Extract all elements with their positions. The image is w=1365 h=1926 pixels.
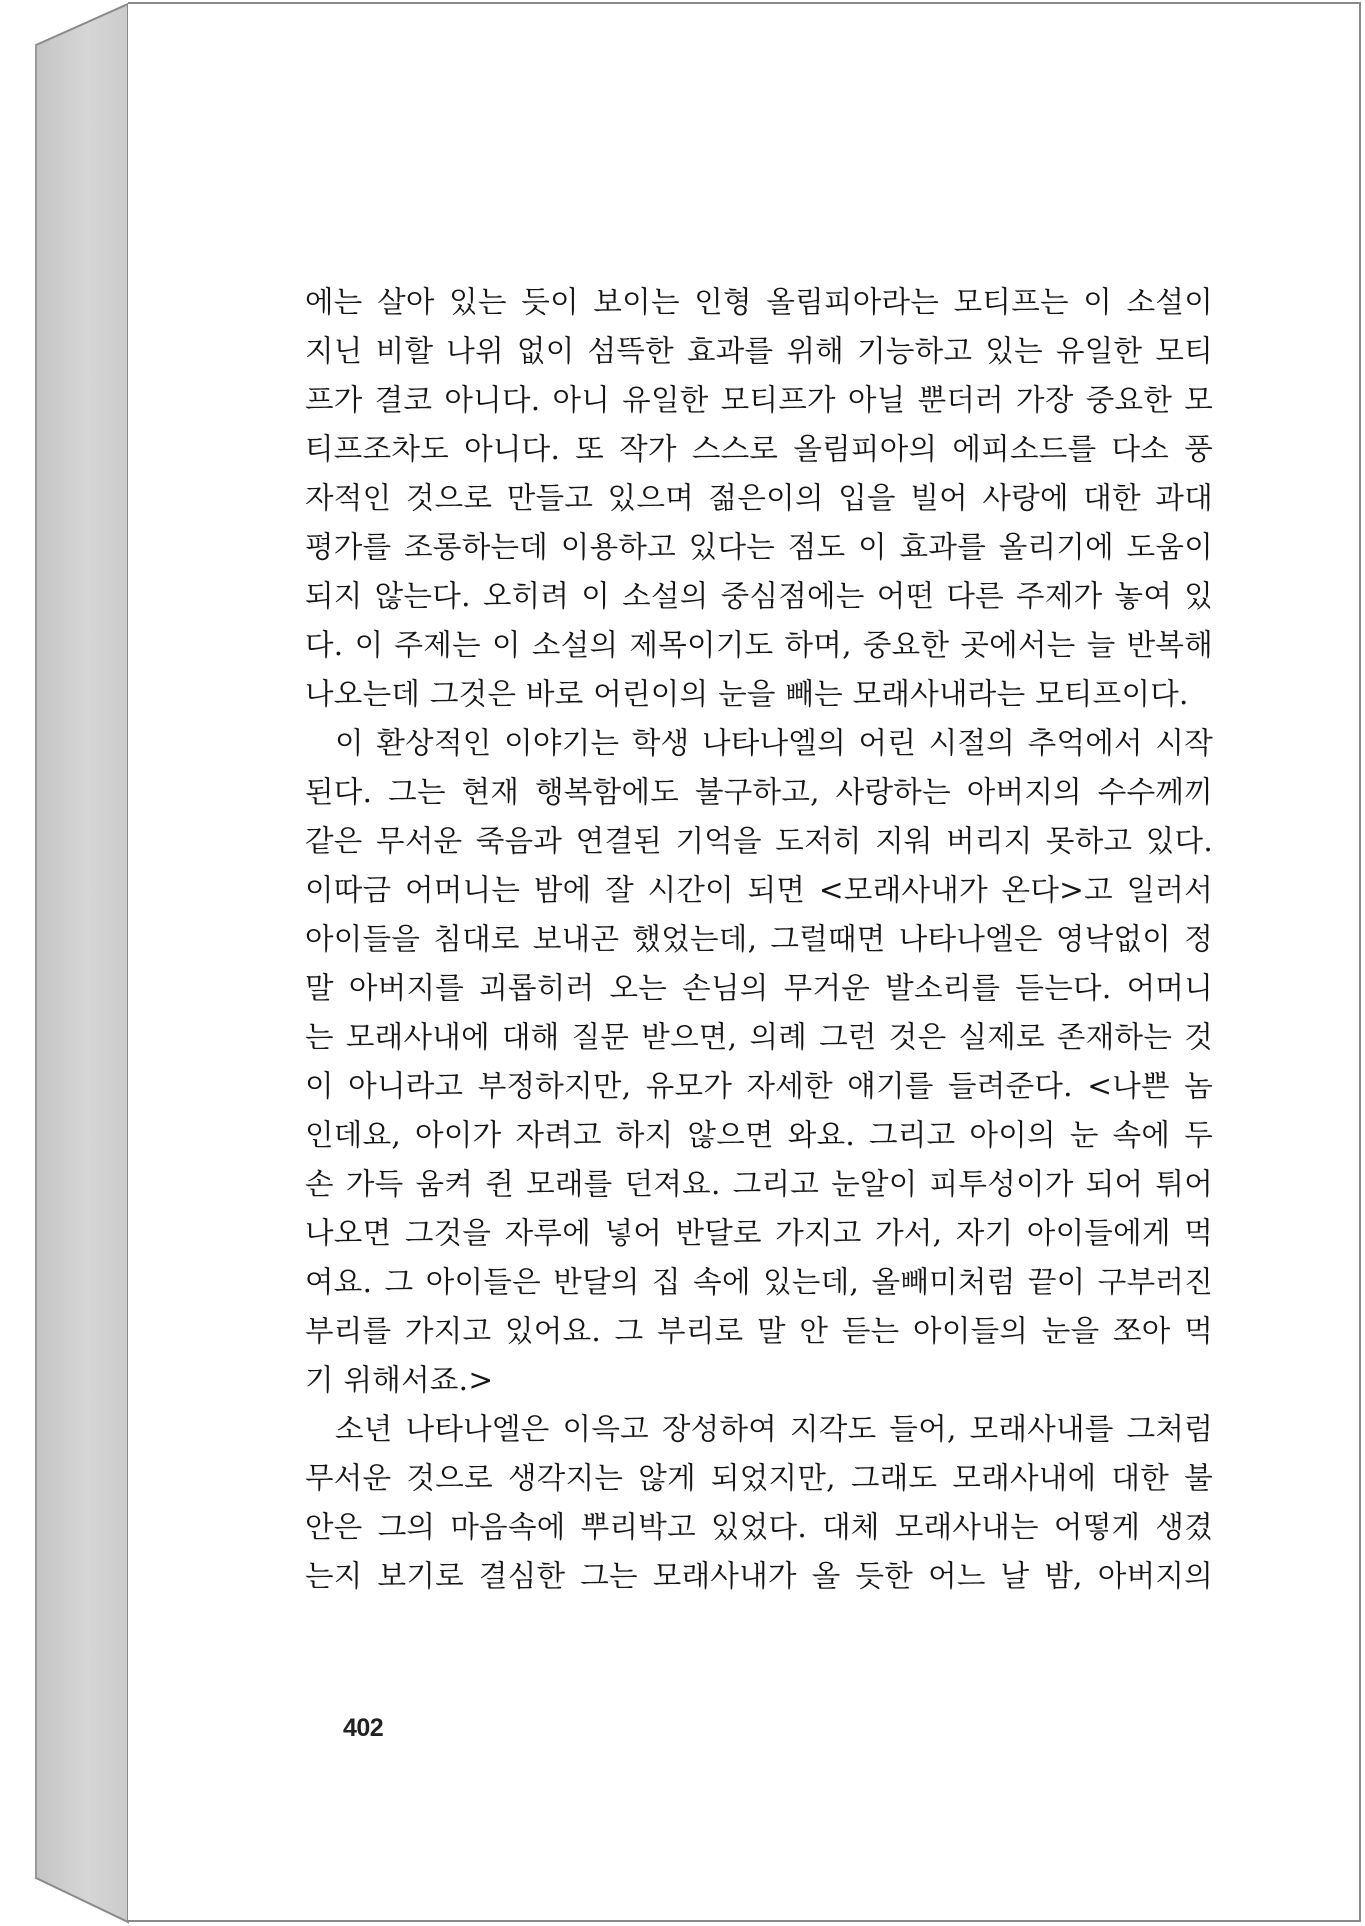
- text-line: 안은 그의 마음속에 뿌리박고 있었다. 대체 모래사내는 어떻게 생겼: [305, 1510, 1213, 1544]
- text-line: 되지 않는다. 오히려 이 소설의 중심점에는 어떤 다른 주제가 놓여 있: [305, 579, 1213, 613]
- text-line: 이따금 어머니는 밤에 잘 시간이 되면 <모래사내가 온다>고 일러서: [305, 873, 1213, 907]
- text-line: 아이들을 침대로 보내곤 했었는데, 그럴때면 나타나엘은 영낙없이 정: [305, 922, 1213, 956]
- text-line: 무서운 것으로 생각지는 않게 되었지만, 그래도 모래사내에 대한 불: [305, 1461, 1213, 1495]
- text-line: 다. 이 주제는 이 소설의 제목이기도 하며, 중요한 곳에서는 늘 반복해: [305, 628, 1213, 662]
- text-line: 이 아니라고 부정하지만, 유모가 자세한 얘기를 들려준다. <나쁜 놈: [305, 1069, 1213, 1103]
- text-line: 티프조차도 아니다. 또 작가 스스로 올림피아의 에피소드를 다소 풍: [305, 432, 1213, 466]
- text-line: 여요. 그 아이들은 반달의 집 속에 있는데, 올빼미처럼 끝이 구부러진: [305, 1265, 1213, 1299]
- text-line: 평가를 조롱하는데 이용하고 있다는 점도 이 효과를 올리기에 도움이: [305, 530, 1213, 564]
- page-number: 402: [343, 1714, 384, 1742]
- text-line: 부리를 가지고 있어요. 그 부리로 말 안 듣는 아이들의 눈을 쪼아 먹: [305, 1314, 1213, 1348]
- text-line: 나오는데 그것은 바로 어린이의 눈을 빼는 모래사내라는 모티프이다.: [305, 677, 1189, 711]
- text-line: 프가 결코 아니다. 아니 유일한 모티프가 아닐 뿐더러 가장 중요한 모: [305, 383, 1213, 417]
- text-line: 된다. 그는 현재 행복함에도 불구하고, 사랑하는 아버지의 수수께끼: [305, 775, 1213, 809]
- text-line: 손 가득 움켜 쥔 모래를 던져요. 그리고 눈알이 피투성이가 되어 튀어: [305, 1167, 1213, 1201]
- text-line: 소년 나타나엘은 이윽고 장성하여 지각도 들어, 모래사내를 그처럼: [335, 1412, 1213, 1446]
- text-line: 기 위해서죠.>: [305, 1363, 494, 1397]
- book-spine: [0, 0, 130, 1926]
- body-text: [305, 278, 1213, 1601]
- text-line: 인데요, 아이가 자려고 하지 않으면 와요. 그리고 아이의 눈 속에 두: [305, 1118, 1213, 1152]
- text-line: 는 모래사내에 대해 질문 받으면, 의례 그런 것은 실제로 존재하는 것: [305, 1020, 1213, 1054]
- text-line: 이 환상적인 이야기는 학생 나타나엘의 어린 시절의 추억에서 시작: [335, 726, 1213, 760]
- text-line: 에는 살아 있는 듯이 보이는 인형 올림피아라는 모티프는 이 소설이: [305, 285, 1213, 319]
- text-line: 지닌 비할 나위 없이 섬뜩한 효과를 위해 기능하고 있는 유일한 모티: [305, 334, 1213, 368]
- text-line: 말 아버지를 괴롭히러 오는 손님의 무거운 발소리를 듣는다. 어머니: [305, 971, 1213, 1005]
- text-line: 자적인 것으로 만들고 있으며 젊은이의 입을 빌어 사랑에 대한 과대: [305, 481, 1213, 515]
- text-line: 같은 무서운 죽음과 연결된 기억을 도저히 지워 버리지 못하고 있다.: [305, 824, 1213, 858]
- text-line: 나오면 그것을 자루에 넣어 반달로 가지고 가서, 자기 아이들에게 먹: [305, 1216, 1213, 1250]
- text-line: 는지 보기로 결심한 그는 모래사내가 올 듯한 어느 날 밤, 아버지의: [305, 1559, 1213, 1593]
